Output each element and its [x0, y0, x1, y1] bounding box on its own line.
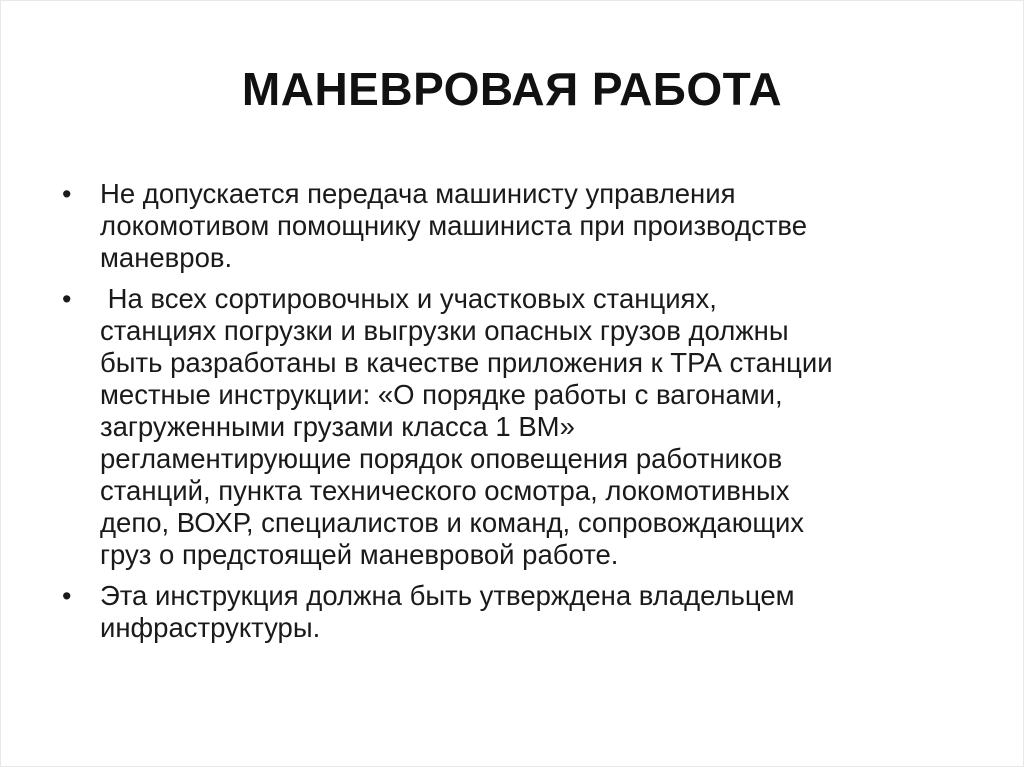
bullet-dot: • [62, 179, 72, 209]
bullet-line: На всех сортировочных и участковых станциях, [100, 283, 717, 314]
bullet-item-3 [62, 580, 962, 644]
bullet-text [100, 178, 962, 274]
bullet-line: местные инструкции: «О порядке работы с вагонами, [100, 379, 783, 410]
bullet-dot: • [62, 581, 72, 611]
bullet-line: Эта инструкция должна быть утверждена владельцем [100, 580, 795, 611]
bullet-line: загруженными грузами класса 1 ВМ» [100, 411, 575, 442]
bullet-line: Не допускается передача машинисту управления [100, 178, 736, 209]
bullet-line: станций, пункта технического осмотра, локомотивных [100, 475, 790, 506]
bullet-item-1 [62, 178, 962, 274]
bullet-line: инфраструктуры. [100, 612, 321, 643]
bullet-line: локомотивом помощнику машиниста при производстве [100, 210, 808, 241]
bullet-line: регламентирующие порядок оповещения работников [100, 443, 783, 474]
bullet-list [62, 178, 962, 653]
slide-title: МАНЕВРОВАЯ РАБОТА [241, 63, 783, 115]
bullet-dot: • [62, 284, 72, 314]
bullet-line: маневров. [100, 242, 233, 273]
bullet-text [100, 580, 962, 644]
bullet-text [100, 283, 962, 571]
bullet-line: станциях погрузки и выгрузки опасных грузов должны [100, 315, 789, 346]
bullet-line: быть разработаны в качестве приложения к ТРА станции [100, 347, 833, 378]
bullet-item-2 [62, 283, 962, 571]
bullet-line: депо, ВОХР, специалистов и команд, сопровождающих [100, 507, 805, 538]
bullet-line: груз о предстоящей маневровой работе. [100, 539, 619, 570]
